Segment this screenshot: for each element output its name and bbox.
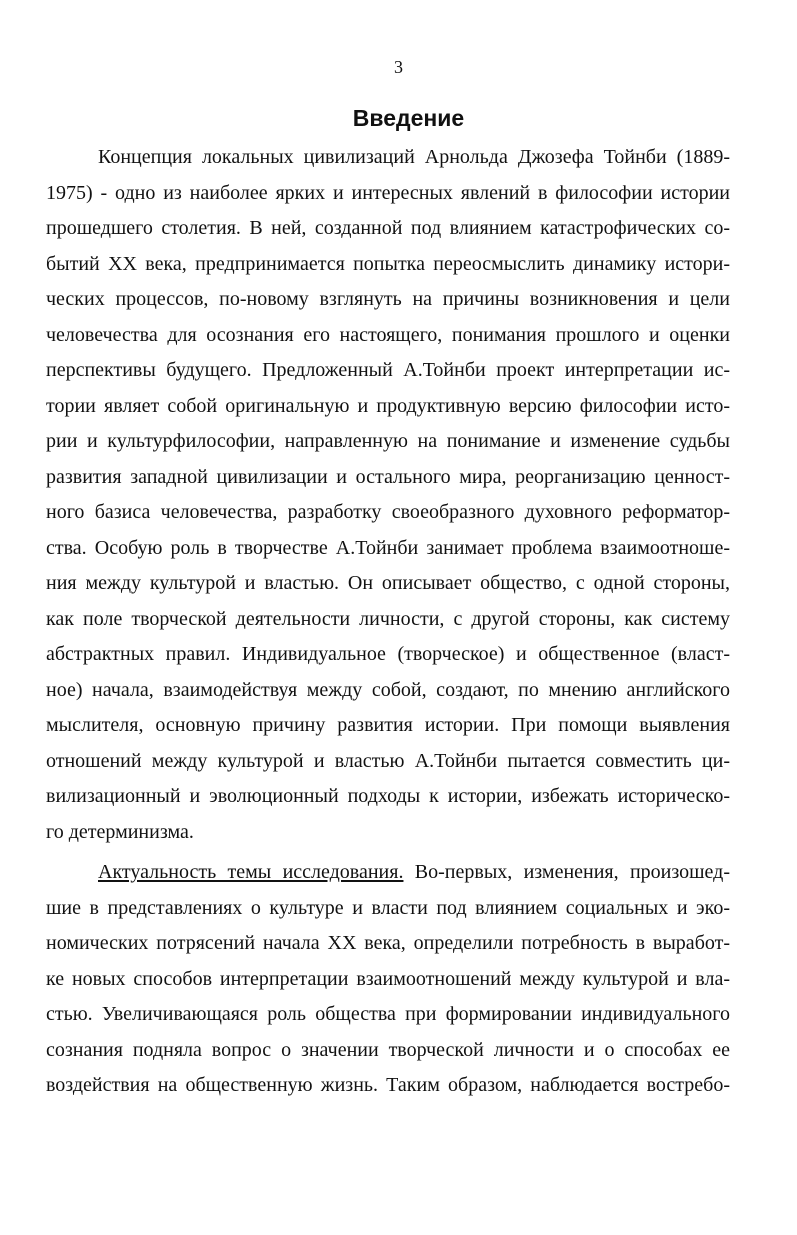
paragraph1-line: ства. Особую роль в творчестве А.Тойнби занимает проблема взаимоотноше- [46,537,730,559]
paragraph2-line: стью. Увеличивающаяся роль общества при формировании индивидуального [46,1003,730,1025]
paragraph2-line: ке новых способов интерпретации взаимоотношений между культурой и вла- [46,968,730,990]
paragraph2-line: сознания подняла вопрос о значении творческой личности и о способах ее [46,1039,730,1061]
page-number: 3 [394,57,403,77]
paragraph1-line: как поле творческой деятельности личности, с другой стороны, как систему [46,608,730,630]
paragraph2-line: воздействия на общественную жизнь. Таким образом, наблюдается востребо- [46,1074,730,1096]
paragraph1-line: прошедшего столетия. В ней, созданной под влиянием катастрофических со- [46,217,730,239]
paragraph1-line: человечества для осознания его настоящего, понимания прошлого и оценки [46,324,730,346]
paragraph2-line: номических потрясений начала XX века, определили потребность в выработ- [46,932,730,954]
actuality-heading: Актуальность темы исследования. [98,861,404,883]
paragraph1-line: ния между культурой и властью. Он описывает общество, с одной стороны, [46,572,730,594]
section-heading: Введение [352,105,465,131]
paragraph2-first-line [98,857,730,887]
paragraph1-line: ное) начала, взаимодействуя между собой, создают, по мнению английского [46,679,730,701]
paragraph2-line: шие в представлениях о культуре и власти под влиянием социальных и эко- [46,897,730,919]
paragraph1-line: рии и культурфилософии, направленную на понимание и изменение судьбы [46,430,730,452]
paragraph1-line: 1975) - одно из наиболее ярких и интересных явлений в философии истории [46,182,730,204]
paragraph1-line: мыслителя, основную причину развития истории. При помощи выявления [46,714,730,736]
paragraph1-line: перспективы будущего. Предложенный А.Тойнби проект интерпретации ис- [46,359,730,381]
paragraph1-line: вилизационный и эволюционный подходы к истории, избежать историческо- [46,785,730,807]
paragraph1-line: го детерминизма. [46,821,194,843]
paragraph1-line: развития западной цивилизации и остального мира, реорганизацию ценност- [46,466,730,488]
paragraph2-first-line-rest: Во-первых, изменения, произошед- [403,861,730,883]
paragraph1-line: тории являет собой оригинальную и продуктивную версию философии исто- [46,395,730,417]
paragraph1-line: бытий XX века, предпринимается попытка переосмыслить динамику истори- [46,253,730,275]
paragraph1-line: ного базиса человечества, разработку своеобразного духовного реформатор- [46,501,730,523]
paragraph1-line: абстрактных правил. Индивидуальное (творческое) и общественное (власт- [46,643,730,665]
paragraph1-line: Концепция локальных цивилизаций Арнольда Джозефа Тойнби (1889- [98,146,730,168]
paragraph1-line: отношений между культурой и властью А.Тойнби пытается совместить ци- [46,750,730,772]
paragraph1-line: ческих процессов, по-новому взглянуть на причины возникновения и цели [46,288,730,310]
